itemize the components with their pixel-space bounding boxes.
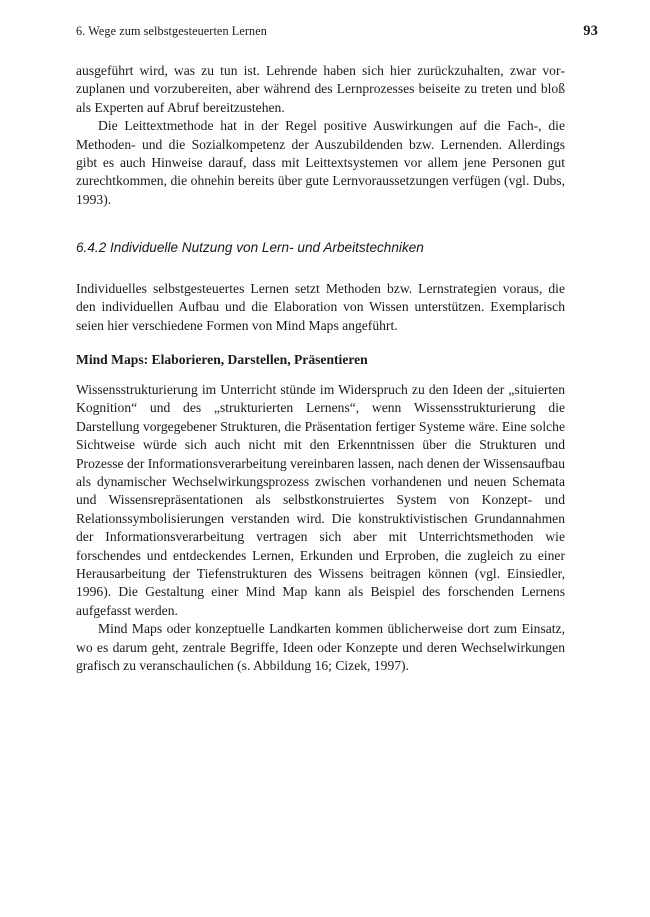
paragraph-mind-maps: Mind Maps oder konzeptuelle Landkarten kommen üblicherweise dort zum Einsatz, wo es darum geht, zentrale Begriffe, Ideen oder Konzepte und deren Wechselwirkungen grafisch zu veranschaulichen (s. Abbildung 16; Cizek, 1997). bbox=[76, 621, 565, 674]
text-block-individuelle-nutzung bbox=[76, 280, 565, 335]
section-heading: 6.4.2 Individuelle Nutzung von Lern- und Arbeitstechniken bbox=[76, 240, 424, 255]
paragraph-continued: ausgeführt wird, was zu tun ist. Lehrende haben sich hier zurückzuhalten, zwar vorzuplanen und vorzubereiten, aber während des Lernprozesses beiseite zu treten und bloß als Experten auf Abruf bereitzustehen. bbox=[76, 63, 565, 115]
text-block-leittext bbox=[76, 62, 565, 209]
running-header bbox=[76, 24, 598, 39]
paragraph-individuelles-lernen: Individuelles selbstgesteuertes Lernen setzt Methoden bzw. Lernstrategien voraus, die den individuellen Aufbau und die Elaboration von Wissen unterstützen. Exemplarisch seien hier verschiedene Formen von Mind Maps angeführt. bbox=[76, 281, 565, 333]
paragraph-wissensstrukturierung: Wissensstrukturierung im Unterricht stünde im Widerspruch zu den Ideen der „situierten Kognition“ und des „strukturierten Lernens“, wenn Wissensstrukturierung die Darstellung vorgegebener Strukturen, die Präsentation fertiger Systeme wäre. Eine solche Sichtweise würde sich auch nicht mit den Erkenntnissen über die Strukturen und Prozesse der Informationsverarbeitung vereinbaren lassen, nach denen der Wissensaufbau als dynamischer Wechselwirkungsprozess zwischen vorhandenen und neuen Schemata und Wissensrepräsentationen als selbstkonstruiertes System von Konzept- und Relationssymbolisierungen verstanden wird. Die konstruktivistischen Grundannahmen der Informationsverarbeitung vertragen sich aber mit Unterrichtsmethoden wie forschendes und entdeckendes Lernen, Erkunden und Erproben, die zugleich zu einer Herausarbeitung der Tiefenstrukturen des Wissens beitragen können (vgl. Einsiedler, 1996). Die Gestaltung einer Mind Map kann als Beispiel des forschenden Lernens aufgefasst werden. bbox=[76, 382, 565, 618]
running-title: 6. Wege zum selbstgesteuerten Lernen bbox=[76, 24, 267, 38]
subsection-heading: Mind Maps: Elaborieren, Darstellen, Präsentieren bbox=[76, 352, 368, 367]
page-number: 93 bbox=[583, 23, 598, 39]
paragraph-leittextmethode: Die Leittextmethode hat in der Regel positive Auswirkungen auf die Fach-, die Methoden- und die Sozialkompetenz der Auszubildenden bzw. Lernenden. Allerdings gibt es auch Hinweise darauf, dass mit Leittextsystemen vor allem jene Personen gut zurechtkommen, die ohnehin bereits über gute Lernvoraussetzungen verfügen (vgl. Dubs, 1993). bbox=[76, 118, 565, 207]
text-block-mind-maps bbox=[76, 381, 565, 676]
